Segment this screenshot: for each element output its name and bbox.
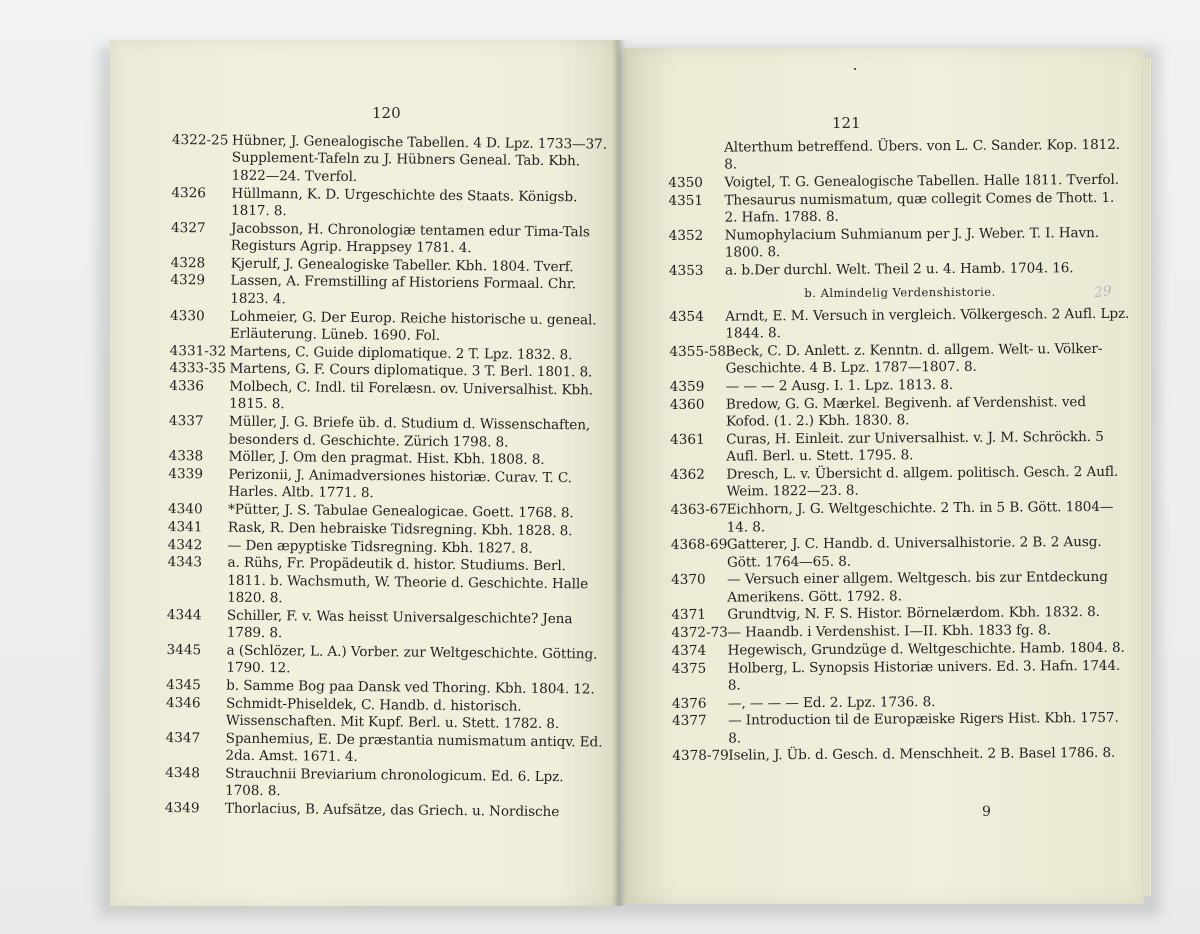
page-tick-mark: [854, 68, 856, 70]
page-number-right: 121: [832, 114, 861, 132]
entry-number: 4341: [167, 518, 203, 536]
entry-text: Hüllmann, K. D. Urgeschichte des Staats. Königsb. 1817. 8.: [231, 185, 578, 220]
entry-number: 4360: [669, 396, 705, 413]
entry-number: 4372-73: [671, 624, 728, 642]
entry-text: Schiller, F. v. Was heisst Universalgeschichte? Jena 1789. 8.: [226, 607, 573, 642]
catalog-entry: [671, 569, 1133, 607]
entry-number: 4352: [668, 227, 704, 244]
entry-text: — Den æpyptiske Tidsregning. Kbh. 1827. 8.: [227, 537, 533, 557]
entry-text: Gatterer, J. C. Handb. d. Universalhistorie. 2 B. 2 Ausg. Gött. 1764—65. 8.: [726, 534, 1102, 571]
catalog-entry: [669, 341, 1131, 379]
entry-text: Bredow, G. G. Mærkel. Begivenh. af Verdenshist. ved Kofod. (1. 2.) Kbh. 1830. 8.: [725, 393, 1087, 430]
right-page: [624, 48, 1144, 904]
entry-number: 4340: [167, 501, 203, 518]
entry-number: 4330: [169, 307, 205, 324]
entry-number: 4354: [669, 308, 704, 325]
catalog-entry: [170, 308, 610, 347]
catalog-entry: [165, 730, 605, 769]
catalog-entry: [165, 765, 605, 804]
entries-group-a: [668, 172, 1131, 281]
entry-text: Hegewisch, Grundzüge d. Weltgeschichte. Hamb. 1804. 8.: [727, 639, 1125, 659]
entry-text: b. Samme Bog paa Dansk ved Thoring. Kbh. 1804. 12.: [226, 677, 595, 698]
pencil-annotation: 29: [1092, 282, 1113, 302]
entry-text: Alterthum betreffend. Übers. von L. C. Sander. Kop. 1812. 8.: [723, 136, 1121, 174]
page-number-left: 120: [372, 104, 401, 122]
entry-text: Müller, J. G. Briefe üb. d. Studium d. Wissenschaften, besonders d. Geschichte. Zürich 1798. 8.: [228, 413, 591, 451]
left-page: [110, 40, 618, 906]
entry-number: 4374: [671, 642, 707, 659]
book-gutter: [612, 40, 626, 906]
entry-number: 3445: [166, 641, 202, 659]
entry-number: 4342: [167, 536, 203, 553]
entry-text: a. Rühs, Fr. Propädeutik d. histor. Studiums. Berl. 1811. b. Wachsmuth, W. Theorie d. Geschichte. Halle 1820. 8.: [227, 554, 589, 607]
entry-number: 4361: [670, 431, 705, 448]
entry-text: Lohmeier, G. Der Europ. Reiche historische u. geneal. Erläuterung. Lüneb. 1690. Fol.: [229, 308, 597, 344]
catalog-entry: [165, 800, 605, 822]
entry-number: 4327: [170, 219, 206, 236]
entry-text: Curas, H. Einleit. zur Universalhist. v. J. M. Schröckh. 5 Aufl. Berl. u. Stett. 1795. 8.: [726, 428, 1104, 465]
entry-number: 4350: [668, 174, 703, 192]
entry-text: a (Schlözer, L. A.) Vorber. zur Weltgeschichte. Götting. 1790. 12.: [226, 642, 598, 677]
entry-number: 4375: [671, 660, 707, 677]
catalog-entry: [672, 745, 1134, 766]
entry-text: Spanhemius, E. De præstantia numismatum antiqv. Ed. 2da. Amst. 1671. 4.: [225, 730, 603, 766]
entry-text: Iselin, J. Üb. d. Gesch. d. Menschheit. 2 B. Basel 1786. 8.: [728, 745, 1116, 765]
entry-number: 4333-35: [169, 360, 227, 377]
entry-number: 4377: [672, 713, 707, 730]
catalog-entry: [171, 132, 612, 189]
catalog-entry: [166, 695, 606, 734]
entry-text: Dresch, L. v. Übersicht d. allgem. politisch. Gesch. 2 Aufl. Weim. 1822—23. 8.: [726, 463, 1119, 500]
catalog-entry: [672, 657, 1134, 695]
entry-text: —, — — — Ed. 2. Lpz. 1736. 8.: [727, 693, 936, 712]
catalog-entry: [670, 464, 1132, 502]
entry-number: 4343: [167, 554, 203, 571]
right-entries: [668, 137, 1134, 766]
signature-mark: 9: [982, 804, 991, 820]
entry-number: 4336: [169, 378, 205, 395]
entry-number: 4338: [168, 448, 204, 465]
entry-number: 4371: [671, 607, 706, 624]
entry-number: 4331-32: [169, 342, 227, 360]
entry-number: 4337: [168, 413, 204, 430]
catalog-entry: [167, 554, 608, 611]
entry-text: Eichhorn, J. G. Weltgeschichte. 2 Th. in 5 B. Gött. 1804—14. 8.: [726, 498, 1114, 536]
entry-text: Möller, J. Om den pragmat. Hist. Kbh. 1808. 8.: [228, 448, 545, 469]
catalog-entry: [670, 394, 1132, 432]
catalog-entry: [670, 429, 1132, 467]
entry-text: Martens, C. Guide diplomatique. 2 T. Lpz. 1832. 8.: [229, 343, 573, 363]
entry-number: 4351: [668, 192, 704, 209]
entry-text: — Introduction til de Europæiske Rigers Hist. Kbh. 1757. 8.: [728, 710, 1119, 747]
catalog-entry: [669, 306, 1131, 344]
catalog-entry: [169, 378, 609, 417]
entry-number: 4368-69: [670, 536, 728, 554]
entry-number: 4370: [671, 572, 706, 589]
catalog-entry: [168, 466, 608, 505]
section-heading: b. Almindelig Verdenshistorie.: [804, 285, 996, 301]
catalog-entry: [669, 225, 1131, 263]
continuation-entry: [668, 137, 1130, 175]
entry-number: 4363-67: [670, 501, 728, 519]
entry-text: Grundtvig, N. F. S. Histor. Börnelærdom. Kbh. 1832. 8.: [727, 604, 1100, 624]
entry-number: 4378-79: [672, 748, 729, 765]
entry-text: Kjerulf, J. Genealogiske Tabeller. Kbh. 1804. Tverf.: [230, 255, 574, 275]
catalog-entry: [672, 710, 1134, 748]
entry-text: a. b.Der durchl. Welt. Theil 2 u. 4. Hamb. 1704. 16.: [724, 260, 1074, 279]
entry-text: Holberg, L. Synopsis Historiæ univers. Ed. 3. Hafn. 1744. 8.: [727, 657, 1121, 694]
entry-number: 4326: [171, 184, 207, 201]
entry-number: 4344: [166, 606, 202, 624]
entry-text: — — — 2 Ausg. I. 1. Lpz. 1813. 8.: [725, 377, 954, 395]
entry-text: — Haandb. i Verdenshist. I—II. Kbh. 1833 fg. 8.: [727, 622, 1051, 641]
catalog-entry: [671, 499, 1133, 537]
entry-number: 4362: [670, 466, 706, 483]
entry-text: Thesaurus numismatum, quæ collegit Comes de Thott. 1. 2. Hafn. 1788. 8.: [724, 189, 1115, 226]
left-entries: [165, 132, 612, 822]
entry-number: 4322-25: [171, 132, 229, 149]
entry-number: 4339: [168, 465, 204, 483]
entry-number: 4353: [668, 262, 704, 280]
catalog-entry: [167, 607, 607, 646]
catalog-entry: [171, 220, 611, 259]
entry-number: 4346: [165, 694, 201, 711]
entry-text: Martens, G. F. Cours diplomatique. 3 T. Berl. 1801. 8.: [229, 360, 593, 381]
entry-text: Molbech, C. Indl. til Forelæsn. ov. Universalhist. Kbh. 1815. 8.: [229, 378, 594, 413]
catalog-entry: [169, 413, 609, 452]
entry-number: 4349: [164, 799, 200, 817]
entry-number: 4376: [671, 695, 707, 712]
page-edges: [1140, 58, 1152, 896]
catalog-entry: [668, 190, 1130, 228]
entry-text: Hübner, J. Genealogische Tabellen. 4 D. Lpz. 1733—37. Supplement-Tafeln zu J. Hübners Geneal. Tab. Kbh. 1822—24. Tverfol.: [231, 132, 607, 185]
entry-text: Beck, C. D. Anlett. z. Kenntn. d. allgem. Welt- u. Völker-Geschichte. 4 B. Lpz. 1787—1807. 8.: [725, 340, 1103, 377]
entry-text: Jacobsson, H. Chronologiæ tentamen edur Tima-Tals Registurs Agrip. Hrappsey 1781. 4.: [230, 220, 590, 257]
entry-text: — Versuch einer allgem. Weltgesch. bis zur Entdeckung Amerikens. Gött. 1792. 8.: [727, 569, 1108, 606]
entry-text: Lassen, A. Fremstilling af Historiens Formaal. Chr. 1823. 4.: [230, 273, 577, 308]
entry-number: 4347: [165, 729, 201, 747]
catalog-entry: [171, 185, 611, 224]
entry-text: Numophylacium Suhmianum per J. J. Weber. T. I. Havn. 1800. 8.: [724, 224, 1100, 261]
entry-text: Arndt, E. M. Versuch in vergleich. Völkergesch. 2 Aufl. Lpz. 1844. 8.: [725, 305, 1130, 342]
entry-number: 4329: [170, 272, 206, 289]
catalog-entry: [671, 534, 1133, 572]
catalog-entry: [669, 260, 1131, 281]
entry-text: Voigtel, T. G. Genealogische Tabellen. Halle 1811. Tverfol.: [724, 171, 1120, 191]
entry-text: *Pütter, J. S. Tabulae Genealogicae. Goett. 1768. 8.: [227, 501, 574, 522]
entry-text: Strauchnii Breviarium chronologicum. Ed. 6. Lpz. 1708. 8.: [225, 765, 564, 800]
entry-text: Rask, R. Den hebraiske Tidsregning. Kbh. 1828. 8.: [227, 519, 573, 540]
entry-text: Perizonii, J. Animadversiones historiæ. Curav. T. C. Harles. Altb. 1771. 8.: [228, 466, 573, 502]
catalog-entry: [166, 642, 606, 681]
entry-number: 4345: [166, 676, 201, 694]
entry-text: Schmidt-Phiseldek, C. Handb. d. historisch. Wissenschaften. Mit Kupf. Berl. u. Stett. 1782. 8.: [225, 695, 560, 733]
entry-number: 4328: [170, 254, 206, 272]
entries-group-b: [669, 306, 1134, 766]
entry-text: Thorlacius, B. Aufsätze, das Griech. u. Nordische: [224, 800, 560, 821]
entry-number: 4359: [669, 378, 705, 396]
catalog-entry: [170, 272, 610, 311]
entry-number: 4355-58: [669, 343, 727, 360]
entry-number: 4348: [165, 764, 200, 782]
